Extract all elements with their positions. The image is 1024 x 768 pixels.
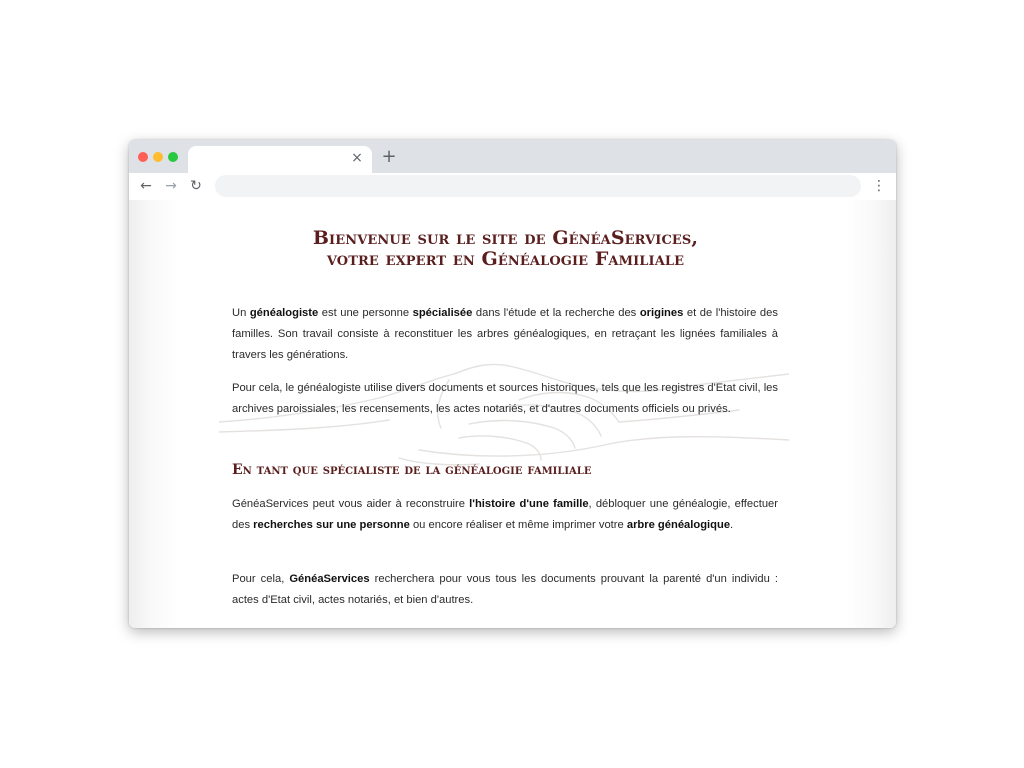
text-run: dans l'étude et la recherche des — [472, 307, 640, 319]
text-run: et de l'histoire des familles. Son travail consiste à reconstituer les arbres généalogiques, en retraçant les lignées familiales à travers les générations. — [232, 307, 778, 361]
text-run: ou encore réaliser et même imprimer votre — [409, 519, 627, 531]
back-arrow-icon[interactable]: ← — [140, 178, 152, 194]
section-paragraph-1 — [232, 494, 778, 536]
new-tab-icon[interactable]: + — [381, 146, 397, 167]
keyword-arbre-genealogique: arbre généalogique — [626, 519, 731, 531]
browser-toolbar — [129, 173, 896, 200]
text-run: . — [730, 519, 734, 531]
maximize-window-dot[interactable] — [168, 152, 178, 162]
tab-bar — [129, 140, 896, 173]
keyword-specialisee: spécialisée — [412, 307, 473, 319]
keyword-geneaservices: GénéaServices — [289, 573, 370, 585]
intro-paragraph-1 — [232, 303, 778, 366]
text-run: est une personne — [318, 307, 413, 319]
minimize-window-dot[interactable] — [153, 152, 163, 162]
reload-icon[interactable]: ↻ — [190, 178, 202, 194]
address-bar[interactable] — [215, 175, 861, 197]
intro-paragraph-2: Pour cela, le généalogiste utilise divers documents et sources historiques, tels que les registres d'Etat civil, les archives paroissiales, les recensements, les actes notariés, et d'autres documents officiels ou privés. — [232, 382, 778, 415]
keyword-genealogiste: généalogiste — [249, 307, 319, 319]
text-run: Un — [232, 307, 250, 319]
keyword-histoire-famille: l'histoire d'une famille — [469, 498, 589, 510]
browser-tab[interactable] — [188, 146, 372, 173]
keyword-recherches-personne: recherches sur une personne — [253, 519, 410, 531]
page-title — [229, 228, 782, 270]
text-run: GénéaServices peut vous aider à reconstruire — [232, 498, 470, 510]
section-paragraph-2 — [232, 569, 778, 611]
text-run: , débloquer une généalogie, effectuer des — [232, 498, 779, 531]
page-title-line-1: Bienvenue sur le site de GénéaServices, — [312, 227, 699, 249]
forward-arrow-icon[interactable]: → — [165, 178, 177, 194]
keyword-origines: origines — [639, 307, 684, 319]
text-run: Pour cela, — [232, 573, 290, 585]
kebab-menu-icon[interactable]: ⋮ — [872, 178, 886, 194]
text-run: recherchera pour vous tous les documents prouvant la parenté d'un individu : actes d'Etat civil, actes notariés, et bien d'autres. — [232, 573, 778, 606]
close-window-dot[interactable] — [138, 152, 148, 162]
page-title-line-2: votre expert en Généalogie Familiale — [326, 248, 685, 270]
page-viewport[interactable] — [129, 200, 896, 628]
section-heading: En tant que spécialiste de la généalogie familiale — [232, 462, 592, 478]
close-tab-icon[interactable]: × — [351, 150, 363, 166]
browser-window — [129, 140, 896, 628]
